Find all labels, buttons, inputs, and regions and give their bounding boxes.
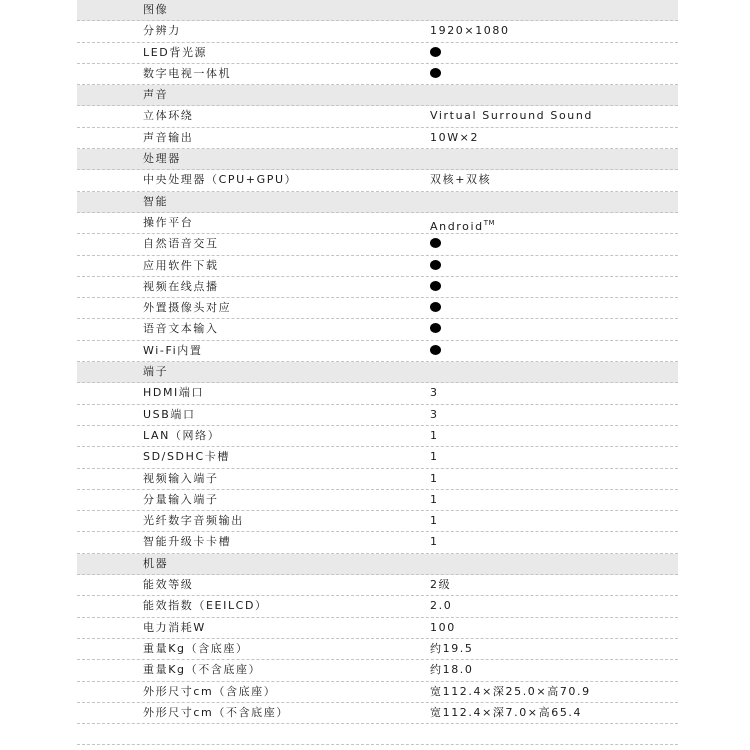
spec-value-text: Android — [430, 219, 484, 233]
spec-label: 能效指数（EEILCD） — [143, 599, 268, 613]
supported-dot-icon — [430, 298, 441, 318]
trademark-mark: TM — [483, 218, 496, 227]
spec-label: 外形尺寸cm（含底座） — [143, 684, 277, 698]
spec-value — [430, 490, 439, 510]
supported-dot-icon — [430, 256, 441, 276]
spec-value-text: 1 — [430, 535, 439, 549]
spec-label: 分量输入端子 — [143, 492, 219, 506]
filled-circle-icon — [430, 47, 441, 57]
spec-value — [430, 532, 439, 552]
spec-label: Wi-Fi内置 — [143, 343, 203, 357]
spec-row — [77, 128, 678, 149]
filled-circle-icon — [430, 238, 441, 248]
spec-value — [430, 703, 582, 723]
spec-label: 重量Kg（含底座） — [143, 641, 249, 655]
spec-row — [77, 21, 678, 42]
spec-value — [430, 170, 491, 190]
spec-value — [430, 21, 510, 41]
spec-label: 外置摄像头对应 — [143, 301, 232, 315]
section-header — [77, 362, 678, 383]
spec-row — [77, 511, 678, 532]
spec-label: 应用软件下载 — [143, 258, 219, 272]
spec-value — [430, 405, 439, 425]
section-title: 机器 — [143, 556, 169, 570]
spec-value — [430, 618, 456, 638]
spec-row — [77, 447, 678, 468]
section-header — [77, 192, 678, 213]
filled-circle-icon — [430, 281, 441, 291]
spec-value-text: 约18.0 — [430, 663, 474, 677]
filled-circle-icon — [430, 68, 441, 78]
spec-row — [77, 575, 678, 596]
spec-label: SD/SDHC卡槽 — [143, 450, 230, 464]
spec-row — [77, 405, 678, 426]
spec-value — [430, 596, 452, 616]
spec-row — [77, 490, 678, 511]
spec-value-text: 2级 — [430, 578, 452, 592]
section-header — [77, 85, 678, 106]
spec-row — [77, 703, 678, 724]
spec-value-text: 宽112.4×深7.0×高65.4 — [430, 705, 583, 719]
spec-row — [77, 596, 678, 617]
supported-dot-icon — [430, 341, 441, 361]
spec-label: 语音文本输入 — [143, 322, 219, 336]
spec-value — [430, 426, 439, 446]
spec-row — [77, 383, 678, 404]
spec-value — [430, 106, 593, 126]
spec-label: LED背光源 — [143, 45, 208, 59]
supported-dot-icon — [430, 64, 441, 84]
supported-dot-icon — [430, 319, 441, 339]
section-title: 智能 — [143, 194, 169, 208]
spec-value-text: Virtual Surround Sound — [430, 109, 593, 123]
spec-value-text: 2.0 — [430, 599, 453, 613]
spec-label: HDMI端口 — [143, 386, 205, 400]
spec-label: USB端口 — [143, 407, 196, 421]
filled-circle-icon — [430, 260, 441, 270]
section-header — [77, 149, 678, 170]
table-end-row — [77, 724, 678, 745]
spec-value-text: 10W×2 — [430, 130, 480, 144]
section-header — [77, 554, 678, 575]
spec-label: 自然语音交互 — [143, 237, 219, 251]
spec-value — [430, 639, 474, 659]
spec-value-text: 1 — [430, 428, 439, 442]
section-title: 处理器 — [143, 152, 181, 166]
spec-value — [430, 447, 439, 467]
spec-label: 电力消耗W — [143, 620, 206, 634]
spec-label: 重量Kg（不含底座） — [143, 663, 262, 677]
spec-row — [77, 213, 678, 234]
filled-circle-icon — [430, 302, 441, 312]
spec-row — [77, 618, 678, 639]
spec-value-text: 1920×1080 — [430, 24, 510, 38]
spec-value — [430, 469, 439, 489]
filled-circle-icon — [430, 323, 441, 333]
spec-label: 视频输入端子 — [143, 471, 219, 485]
spec-row — [77, 426, 678, 447]
spec-value-text: 双核+双核 — [430, 173, 492, 187]
spec-row — [77, 660, 678, 681]
spec-row — [77, 298, 678, 319]
section-header — [77, 0, 678, 21]
spec-row — [77, 639, 678, 660]
spec-row — [77, 277, 678, 298]
spec-value-text: 3 — [430, 386, 439, 400]
spec-label: 分辨力 — [143, 24, 181, 38]
spec-label: LAN（网络） — [143, 428, 221, 442]
supported-dot-icon — [430, 277, 441, 297]
spec-label: 立体环绕 — [143, 109, 194, 123]
spec-label: 声音输出 — [143, 130, 194, 144]
spec-row — [77, 234, 678, 255]
spec-value — [430, 660, 474, 680]
spec-row — [77, 682, 678, 703]
spec-value — [430, 383, 439, 403]
spec-label: 光纤数字音频输出 — [143, 514, 244, 528]
spec-value — [430, 128, 479, 148]
spec-row — [77, 170, 678, 191]
spec-value — [430, 575, 451, 595]
spec-label: 能效等级 — [143, 578, 194, 592]
filled-circle-icon — [430, 345, 441, 355]
supported-dot-icon — [430, 234, 441, 254]
spec-value — [430, 511, 439, 531]
spec-value-text: 1 — [430, 492, 439, 506]
spec-row — [77, 469, 678, 490]
spec-value-text: 约19.5 — [430, 641, 474, 655]
spec-label: 智能升级卡卡槽 — [143, 535, 232, 549]
spec-row — [77, 256, 678, 277]
supported-dot-icon — [430, 43, 441, 63]
spec-row — [77, 43, 678, 64]
spec-value-text: 1 — [430, 450, 439, 464]
spec-table — [77, 0, 678, 745]
spec-row — [77, 341, 678, 362]
spec-label: 视频在线点播 — [143, 279, 219, 293]
spec-row — [77, 532, 678, 553]
spec-value-text: 3 — [430, 407, 439, 421]
section-title: 声音 — [143, 88, 169, 102]
spec-value-text: 100 — [430, 620, 456, 634]
section-title: 端子 — [143, 365, 169, 379]
spec-value-text: 1 — [430, 471, 439, 485]
spec-row — [77, 106, 678, 127]
spec-label: 外形尺寸cm（不含底座） — [143, 705, 289, 719]
spec-row — [77, 319, 678, 340]
spec-row — [77, 64, 678, 85]
spec-label: 数字电视一体机 — [143, 66, 232, 80]
section-title: 图像 — [143, 3, 169, 16]
spec-value-text: 宽112.4×深25.0×高70.9 — [430, 684, 591, 698]
spec-value-text: 1 — [430, 514, 439, 528]
spec-value — [430, 682, 591, 702]
spec-label: 操作平台 — [143, 215, 194, 229]
spec-label: 中央处理器（CPU+GPU） — [143, 173, 298, 187]
